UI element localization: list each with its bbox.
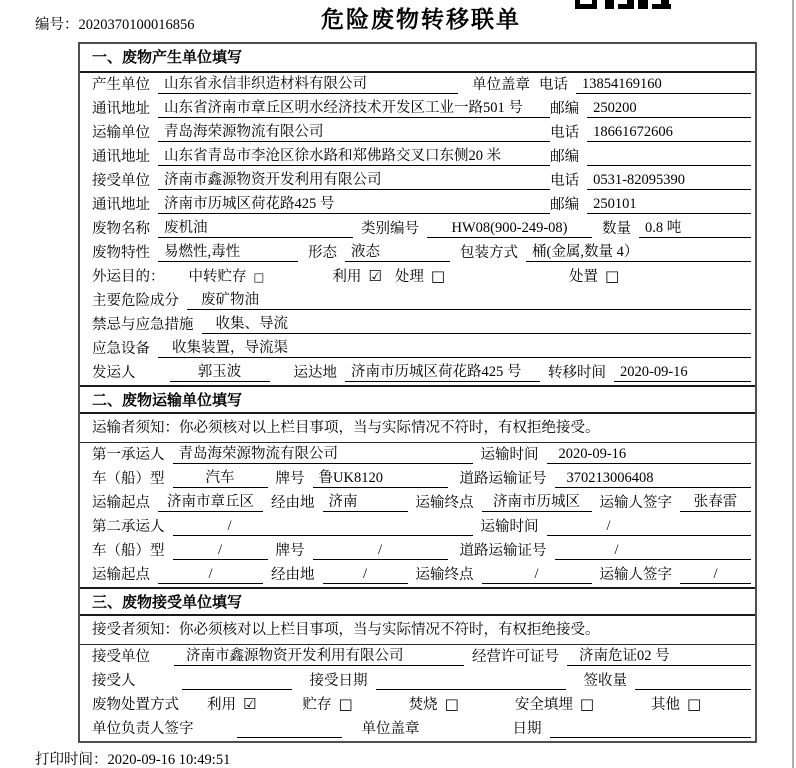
- row-producer-address: [80, 97, 755, 121]
- plate1-value: 鲁UK8120: [313, 470, 448, 488]
- purpose-option-treat: 处理 □: [394, 267, 446, 285]
- waste-category-value: HW08(900-249-08): [427, 220, 592, 238]
- row-waste-name: [80, 217, 755, 241]
- checkbox-unchecked-icon: □: [253, 270, 265, 284]
- producer-value: 山东省永信非织造材料有限公司: [158, 76, 458, 94]
- disposal-option-other: 其他 □: [651, 695, 702, 713]
- destination-value: 济南市历城区荷花路425 号: [345, 364, 540, 382]
- section2-heading: 二、废物运输单位填写: [80, 385, 755, 414]
- purpose-label: 外运目的：: [92, 269, 165, 285]
- receive-zip-value: 250101: [587, 196, 751, 214]
- route2-sign-value: /: [680, 566, 751, 584]
- row-transport-unit: [80, 121, 755, 145]
- waste-form-value: 液态: [345, 244, 450, 262]
- responsible-sign-value: [237, 737, 342, 738]
- checkbox-unchecked-icon: □: [579, 695, 595, 713]
- receive-unit-value: 济南市鑫源物资开发利用有限公司: [158, 172, 550, 190]
- producer-phone-label: 电话: [539, 77, 568, 93]
- waste-name-value: 废机油: [158, 220, 353, 238]
- license-label: 经营许可证号: [472, 649, 559, 665]
- row-carrier2: [80, 515, 755, 539]
- row-dispatch: [80, 361, 755, 385]
- carrier1-time-label: 运输时间: [480, 447, 539, 463]
- accept-date-label: 接受日期: [309, 673, 368, 689]
- print-time-value: 2020-09-16 10:49:51: [107, 752, 231, 768]
- plate2-value: /: [313, 542, 448, 560]
- row-purpose: [80, 265, 755, 289]
- waste-pack-label: 包装方式: [460, 245, 518, 261]
- responsible-sign-label: 单位负责人签字: [92, 721, 194, 737]
- row-receiver: [80, 645, 755, 669]
- purpose-option-dispose: 处置 □: [569, 267, 620, 285]
- license-value: 济南危证02 号: [567, 648, 751, 666]
- transport-zip-value: [587, 165, 751, 166]
- row-receive-unit: [80, 169, 755, 193]
- waste-form-label: 形态: [308, 245, 337, 261]
- transport-phone-label: 电话: [550, 125, 580, 141]
- row-acceptor: [80, 669, 755, 693]
- row-hazard: [80, 289, 755, 313]
- row-producer: [80, 73, 755, 97]
- stamp-date-label: 日期: [512, 721, 542, 737]
- waste-qty-label: 数量: [602, 221, 631, 237]
- waste-traits-value: 易燃性,毒性: [158, 244, 298, 262]
- route2-end-value: /: [482, 566, 592, 584]
- carrier2-time-value: /: [547, 518, 752, 536]
- producer-zip-label: 邮编: [550, 101, 580, 117]
- route2-sign-label: 运输人签字: [599, 567, 672, 583]
- plate1-label: 牌号: [275, 471, 305, 487]
- receive-zip-label: 邮编: [550, 197, 580, 213]
- producer-phone-value: 13854169160: [576, 76, 751, 94]
- equipment-value: 收集装置，导流渠: [158, 340, 751, 358]
- road-permit2-value: /: [555, 542, 752, 560]
- measures-label: 禁忌与应急措施: [92, 317, 194, 333]
- checkbox-unchecked-icon: □: [605, 267, 620, 285]
- route2-end-label: 运输终点: [415, 567, 474, 583]
- carrier1-time-value: 2020-09-16: [547, 446, 752, 464]
- waste-category-label: 类别编号: [361, 221, 419, 237]
- dispatcher-label: 发运人: [92, 365, 136, 381]
- transport-unit-label: 运输单位: [92, 125, 150, 141]
- disposal-option-landfill: 安全填埋 □: [514, 695, 595, 713]
- receive-address-value: 济南市历城区荷花路425 号: [158, 196, 550, 214]
- plate2-label: 牌号: [275, 543, 305, 559]
- acceptor-value: [182, 689, 292, 690]
- waste-name-label: 废物名称: [92, 221, 150, 237]
- route1-sign-label: 运输人签字: [599, 495, 672, 511]
- waste-qty-value: 0.8 吨: [639, 220, 751, 238]
- vehicle1-value: 汽车: [173, 470, 268, 488]
- producer-label: 产生单位: [92, 77, 150, 93]
- receive-phone-label: 电话: [550, 173, 580, 189]
- receiver-label: 接受单位: [92, 649, 150, 665]
- route1-end-label: 运输终点: [415, 495, 474, 511]
- receive-unit-label: 接受单位: [92, 173, 150, 189]
- route2-via-label: 经由地: [271, 567, 315, 583]
- route1-sign-value: 张春雷: [680, 494, 751, 512]
- transport-unit-value: 青岛海荣源物流有限公司: [158, 124, 550, 142]
- signed-qty-label: 签收量: [583, 673, 627, 689]
- carrier2-label: 第二承运人: [92, 519, 165, 535]
- route1-start-value: 济南市章丘区: [158, 494, 263, 512]
- purpose-option-use: 利用 ☑: [332, 267, 382, 285]
- receive-phone-value: 0531-82095390: [587, 172, 751, 190]
- road-permit1-value: 370213006408: [555, 470, 752, 488]
- accept-date-value: [376, 689, 566, 690]
- destination-label: 运达地: [293, 365, 337, 381]
- row-waste-traits: [80, 241, 755, 265]
- unit-stamp-label: 单位盖章: [361, 721, 420, 737]
- waste-pack-value: 桶(金属,数量 4）: [526, 244, 751, 262]
- waste-traits-label: 废物特性: [92, 245, 150, 261]
- receiver-value: 济南市鑫源物资开发利用有限公司: [174, 648, 464, 666]
- serial-label: 编号：: [35, 17, 79, 33]
- row-equipment: [80, 337, 755, 361]
- transport-zip-label: 邮编: [550, 149, 580, 165]
- carrier1-value: 青岛海荣源物流有限公司: [173, 446, 473, 464]
- route1-via-value: 济南: [323, 494, 408, 512]
- transport-address-value: 山东省青岛市李沧区徐水路和郑佛路交叉口东侧20 米: [158, 148, 550, 166]
- producer-zip-value: 250200: [587, 100, 751, 118]
- carrier1-label: 第一承运人: [92, 447, 165, 463]
- serial-number: 2020370100016856: [78, 17, 195, 33]
- checkbox-checked-icon: ☑: [368, 267, 382, 285]
- print-time-line: [35, 748, 230, 768]
- stamp-date-value: [550, 737, 752, 738]
- stamp-label: 单位盖章: [472, 77, 530, 93]
- producer-address-label: 通讯地址: [92, 101, 150, 117]
- disposal-option-use: 利用 ☑: [207, 695, 257, 713]
- row-vehicle2: [80, 539, 755, 563]
- transfer-time-label: 转移时间: [548, 365, 606, 381]
- checkbox-checked-icon: ☑: [243, 695, 257, 713]
- section1-heading: 一、废物产生单位填写: [80, 44, 755, 73]
- carrier2-value: /: [173, 518, 473, 536]
- route2-start-label: 运输起点: [92, 567, 150, 583]
- row-carrier1: [80, 443, 755, 467]
- row-vehicle1: [80, 467, 755, 491]
- row-route1: [80, 491, 755, 515]
- route1-start-label: 运输起点: [92, 495, 150, 511]
- road-permit1-label: 道路运输证号: [459, 471, 547, 487]
- hazard-label: 主要危险成分: [92, 293, 179, 309]
- checkbox-unchecked-icon: □: [430, 267, 446, 285]
- disposal-option-incinerate: 焚烧 □: [408, 695, 459, 713]
- page-title: 危险废物转移联单: [321, 6, 521, 32]
- row-receive-address: [80, 193, 755, 217]
- row-route2: [80, 563, 755, 587]
- measures-value: 收集、导流: [202, 316, 752, 334]
- route1-end-value: 济南市历城区: [482, 494, 592, 512]
- transport-phone-value: 18661672606: [587, 124, 751, 142]
- checkbox-unchecked-icon: □: [338, 695, 353, 713]
- carrier2-time-label: 运输时间: [480, 519, 539, 535]
- dispatcher-value: 郭玉波: [170, 364, 270, 382]
- hazard-value: 废矿物油: [187, 292, 751, 310]
- road-permit2-label: 道路运输证号: [459, 543, 547, 559]
- producer-address-value: 山东省济南市章丘区明水经济技术开发区工业一路501 号: [158, 100, 550, 118]
- vehicle2-value: /: [173, 542, 268, 560]
- section3-heading: 三、废物接受单位填写: [80, 587, 755, 616]
- row-transport-address: [80, 145, 755, 169]
- transfer-time-value: 2020-09-16: [614, 364, 751, 382]
- equipment-label: 应急设备: [92, 341, 150, 357]
- vehicle1-label: 车（船）型: [92, 471, 165, 487]
- print-time-label: 打印时间：: [35, 752, 108, 768]
- disposal-option-store: 贮存 □: [302, 695, 353, 713]
- row-responsible: [80, 717, 755, 741]
- signed-qty-value: [635, 689, 751, 690]
- manifest-form: [78, 42, 757, 743]
- section3-notice: 接受者须知：你必须核对以上栏目事项，当与实际情况不符时，有权拒绝接受。: [80, 616, 755, 645]
- transport-address-label: 通讯地址: [92, 149, 150, 165]
- section2-notice: 运输者须知：你必须核对以上栏目事项，当与实际情况不符时，有权拒绝接受。: [80, 414, 755, 443]
- row-measures: [80, 313, 755, 337]
- vehicle2-label: 车（船）型: [92, 543, 165, 559]
- receive-address-label: 通讯地址: [92, 197, 150, 213]
- route2-via-value: /: [323, 566, 408, 584]
- disposal-label: 废物处置方式: [92, 697, 179, 713]
- checkbox-unchecked-icon: □: [444, 695, 459, 713]
- checkbox-unchecked-icon: □: [687, 695, 702, 713]
- route2-start-value: /: [158, 566, 263, 584]
- purpose-option-transfer: 中转贮存 □: [188, 269, 265, 285]
- row-disposal: [80, 693, 755, 717]
- acceptor-label: 接受人: [92, 673, 136, 689]
- route1-via-label: 经由地: [271, 495, 315, 511]
- page-edge-divider: [792, 0, 794, 768]
